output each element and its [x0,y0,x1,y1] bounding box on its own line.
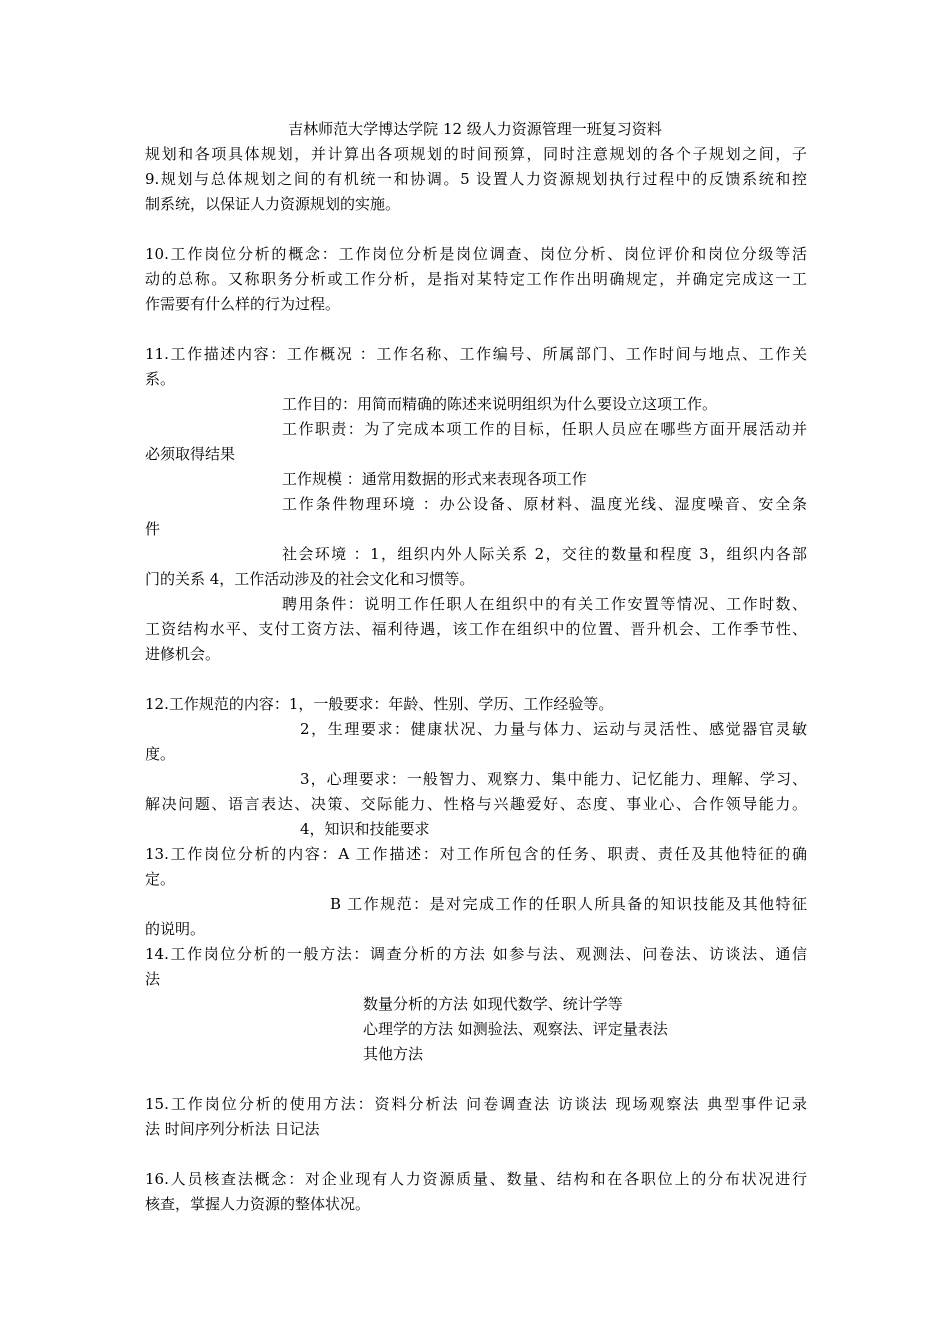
indented-line: 工作规模 ：通常用数据的形式来表现各项工作 [282,470,587,488]
indented-line: 心理学的方法 如测验法、观察法、评定量表法 [363,1020,668,1038]
section-10-line: 10.工作岗位分析的概念：工作岗位分析是岗位调查、岗位分析、岗位评价和岗位分级等活 [145,245,807,263]
text-line: 动的总称。又称职务分析或工作分析，是指对某特定工作作出明确规定，并确定完成这一工 [145,270,807,288]
indented-line: B 工作规范：是对完成工作的任职人所具备的知识技能及其他特征 [330,895,807,913]
indented-line: 工作目的：用简而精确的陈述来说明组织为什么要设立这项工作。 [282,395,718,413]
text-line: 件 [145,520,161,538]
text-line: 系。 [145,370,176,388]
text-line: 9.规划与总体规划之间的有机统一和协调。5 设置人力资源规划执行过程中的反馈系统和控 [145,170,807,188]
text-line: 门的关系 4，工作活动涉及的社会文化和习惯等。 [145,570,475,588]
text-line: 的说明。 [145,920,206,938]
indented-line: 社会环境 ：1，组织内外人际关系 2，交往的数量和程度 3，组织内各部 [282,545,807,563]
indented-line: 工作条件物理环境 ：办公设备、原材料、温度光线、湿度噪音、安全条 [282,495,807,513]
section-12-line: 12.工作规范的内容：1，一般要求：年龄、性别、学历、工作经验等。 [145,695,614,713]
text-line: 法 时间序列分析法 日记法 [145,1120,320,1138]
blank-line [145,1142,807,1167]
blank-line [145,317,807,342]
section-13-line: 13.工作岗位分析的内容：A 工作描述：对工作所包含的任务、职责、责任及其他特征的确 [145,845,807,863]
section-14-line: 14.工作岗位分析的一般方法：调查分析的方法 如参与法、观测法、问卷法、访谈法、通信 [145,945,807,963]
blank-line [145,667,807,692]
text-line: 工资结构水平、支付工资方法、福利待遇，该工作在组织中的位置、晋升机会、工作季节性、 [145,620,807,638]
section-11-line: 11.工作描述内容：工作概况 ：工作名称、工作编号、所属部门、工作时间与地点、工作关 [145,345,807,363]
text-line: 定。 [145,870,176,888]
text-line: 进修机会。 [145,645,221,663]
indented-line: 工作职责：为了完成本项工作的目标，任职人员应在哪些方面开展活动并 [282,420,807,438]
text-line: 解决问题、语言表达、决策、交际能力、性格与兴趣爱好、态度、事业心、合作领导能力。 [145,795,807,813]
text-line: 制系统，以保证人力资源规划的实施。 [145,195,401,213]
document-body [145,142,807,1217]
text-line: 核查，掌握人力资源的整体状况。 [145,1195,371,1213]
section-15-line: 15.工作岗位分析的使用方法：资料分析法 问卷调查法 访谈法 现场观察法 典型事件记录 [145,1095,807,1113]
indented-line: 其他方法 [363,1045,424,1063]
indented-line: 4，知识和技能要求 [300,820,430,838]
blank-line [145,1067,807,1092]
text-line: 必须取得结果 [145,445,236,463]
text-line: 作需要有什么样的行为过程。 [145,295,341,313]
indented-line: 3，心理要求：一般智力、观察力、集中能力、记忆能力、理解、学习、 [300,770,807,788]
text-line: 法 [145,970,161,988]
indented-line: 2，生理要求：健康状况、力量与体力、运动与灵活性、感觉器官灵敏 [300,720,807,738]
page-header-title: 吉林师范大学博达学院 12 级人力资源管理一班复习资料 [288,120,662,138]
blank-line [145,217,807,242]
indented-line: 数量分析的方法 如现代数学、统计学等 [363,995,623,1013]
text-line: 规划和各项具体规划，并计算出各项规划的时间预算，同时注意规划的各个子规划之间，子 [145,145,807,163]
text-line: 度。 [145,745,176,763]
section-16-line: 16.人员核查法概念：对企业现有人力资源质量、数量、结构和在各职位上的分布状况进行 [145,1170,807,1188]
indented-line: 聘用条件：说明工作任职人在组织中的有关工作安置等情况、工作时数、 [282,595,807,613]
